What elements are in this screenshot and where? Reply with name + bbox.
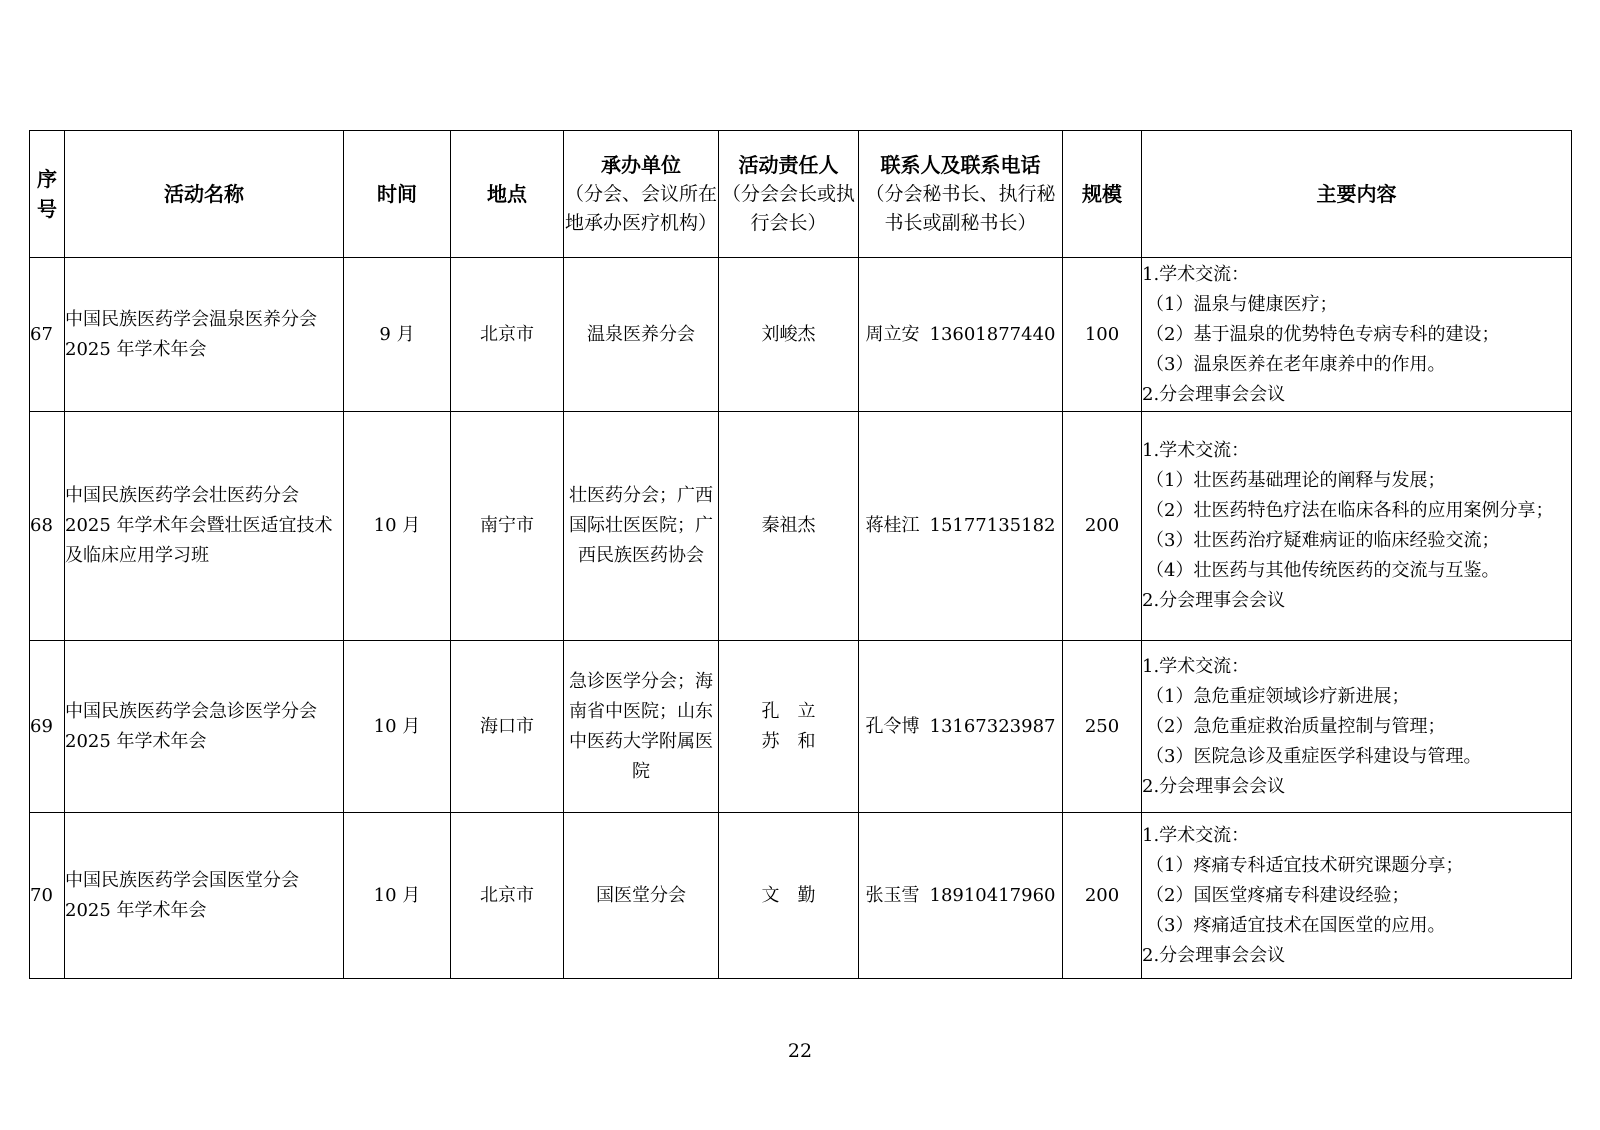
content-item: （2）壮医药特色疗法在临床各科的应用案例分享； <box>1146 500 1554 521</box>
row-time: 10 月 <box>344 813 451 979</box>
leader-name: 苏 和 <box>761 730 816 752</box>
activity-table <box>29 130 1572 979</box>
content-title: 1.学术交流： <box>1142 263 1250 285</box>
header-contact-title: 联系人及联系电话 <box>880 152 1041 177</box>
row-seq: 67 <box>30 258 65 412</box>
row-scale: 200 <box>1063 813 1142 979</box>
row-place: 北京市 <box>451 258 564 412</box>
content-footer: 2.分会理事会会议 <box>1142 590 1286 611</box>
contact-phone: 15177135182 <box>929 515 1056 536</box>
row-contact <box>859 641 1063 813</box>
header-org-sub: （分会、会议所在地承办医疗机构） <box>564 182 717 234</box>
row-organizer: 急诊医学分会；海南省中医院；山东中医药大学附属医院 <box>564 641 719 813</box>
leader-name: 孔 立 <box>761 700 816 722</box>
header-name: 活动名称 <box>65 131 344 258</box>
row-seq: 70 <box>30 813 65 979</box>
row-content <box>1142 641 1572 813</box>
row-contact <box>859 258 1063 412</box>
content-item: （2）基于温泉的优势特色专病专科的建设； <box>1146 323 1500 345</box>
row-time: 10 月 <box>344 641 451 813</box>
content-item: （3）壮医药治疗疑难病证的临床经验交流； <box>1146 530 1500 551</box>
content-title: 1.学术交流： <box>1142 655 1250 677</box>
table-row <box>30 258 1572 412</box>
row-organizer: 国医堂分会 <box>564 813 719 979</box>
row-organizer: 温泉医养分会 <box>564 258 719 412</box>
header-place: 地点 <box>451 131 564 258</box>
header-contact <box>859 131 1063 258</box>
row-seq: 68 <box>30 412 65 641</box>
header-leader <box>719 131 859 258</box>
header-time: 时间 <box>344 131 451 258</box>
row-scale: 250 <box>1063 641 1142 813</box>
table-row <box>30 641 1572 813</box>
row-activity-name: 中国民族医药学会国医堂分会 2025 年学术年会 <box>65 813 344 979</box>
row-time: 9 月 <box>344 258 451 412</box>
content-item: （3）医院急诊及重症医学科建设与管理。 <box>1146 745 1482 767</box>
content-item: （3）温泉医养在老年康养中的作用。 <box>1146 353 1446 375</box>
row-activity-name: 中国民族医药学会温泉医养分会 2025 年学术年会 <box>65 258 344 412</box>
content-item: （2）国医堂疼痛专科建设经验； <box>1146 884 1410 906</box>
row-content <box>1142 412 1572 641</box>
header-row <box>30 131 1572 258</box>
row-contact <box>859 813 1063 979</box>
content-item: （2）急危重症救治质量控制与管理； <box>1146 715 1446 737</box>
header-scale: 规模 <box>1063 131 1142 258</box>
header-seq: 序号 <box>30 131 65 258</box>
row-scale: 100 <box>1063 258 1142 412</box>
row-time: 10 月 <box>344 412 451 641</box>
content-title: 1.学术交流： <box>1142 440 1250 461</box>
header-leader-sub: （分会会长或执行会长） <box>721 182 855 234</box>
contact-name: 张玉雪 <box>865 884 920 906</box>
contact-phone: 13167323987 <box>929 715 1056 737</box>
table-row <box>30 412 1572 641</box>
header-contact-sub: （分会秘书长、执行秘书长或副秘书长） <box>865 182 1056 234</box>
content-item: （1）急危重症领域诊疗新进展； <box>1146 685 1410 707</box>
header-content: 主要内容 <box>1142 131 1572 258</box>
content-footer: 2.分会理事会会议 <box>1142 944 1286 966</box>
content-footer: 2.分会理事会会议 <box>1142 775 1286 797</box>
row-content <box>1142 813 1572 979</box>
row-place: 南宁市 <box>451 412 564 641</box>
contact-name: 孔令博 <box>865 715 920 737</box>
page-number: 22 <box>787 1040 813 1062</box>
leader-name: 文 勤 <box>761 884 816 906</box>
content-item: （1）壮医药基础理论的阐释与发展； <box>1146 470 1446 491</box>
row-place: 海口市 <box>451 641 564 813</box>
leader-name: 秦祖杰 <box>761 515 816 536</box>
row-leader <box>719 412 859 641</box>
contact-name: 周立安 <box>865 323 920 345</box>
leader-name: 刘峻杰 <box>761 323 816 345</box>
content-item: （1）温泉与健康医疗； <box>1146 293 1338 315</box>
row-seq: 69 <box>30 641 65 813</box>
content-item: （3）疼痛适宜技术在国医堂的应用。 <box>1146 914 1446 936</box>
header-org-title: 承办单位 <box>601 152 681 177</box>
row-leader <box>719 813 859 979</box>
row-scale: 200 <box>1063 412 1142 641</box>
content-item: （4）壮医药与其他传统医药的交流与互鉴。 <box>1146 560 1500 581</box>
row-leader <box>719 641 859 813</box>
row-content <box>1142 258 1572 412</box>
header-leader-title: 活动责任人 <box>738 152 839 177</box>
content-item: （1）疼痛专科适宜技术研究课题分享； <box>1146 854 1464 876</box>
row-place: 北京市 <box>451 813 564 979</box>
row-activity-name: 中国民族医药学会壮医药分会 2025 年学术年会暨壮医适宜技术及临床应用学习班 <box>65 412 344 641</box>
contact-name: 蒋桂江 <box>865 515 920 536</box>
row-leader <box>719 258 859 412</box>
contact-phone: 13601877440 <box>929 323 1056 345</box>
content-footer: 2.分会理事会会议 <box>1142 383 1286 405</box>
row-organizer: 壮医药分会；广西国际壮医医院；广西民族医药协会 <box>564 412 719 641</box>
header-org <box>564 131 719 258</box>
content-title: 1.学术交流： <box>1142 824 1250 846</box>
row-contact <box>859 412 1063 641</box>
contact-phone: 18910417960 <box>929 884 1056 906</box>
table-row <box>30 813 1572 979</box>
row-activity-name: 中国民族医药学会急诊医学分会 2025 年学术年会 <box>65 641 344 813</box>
